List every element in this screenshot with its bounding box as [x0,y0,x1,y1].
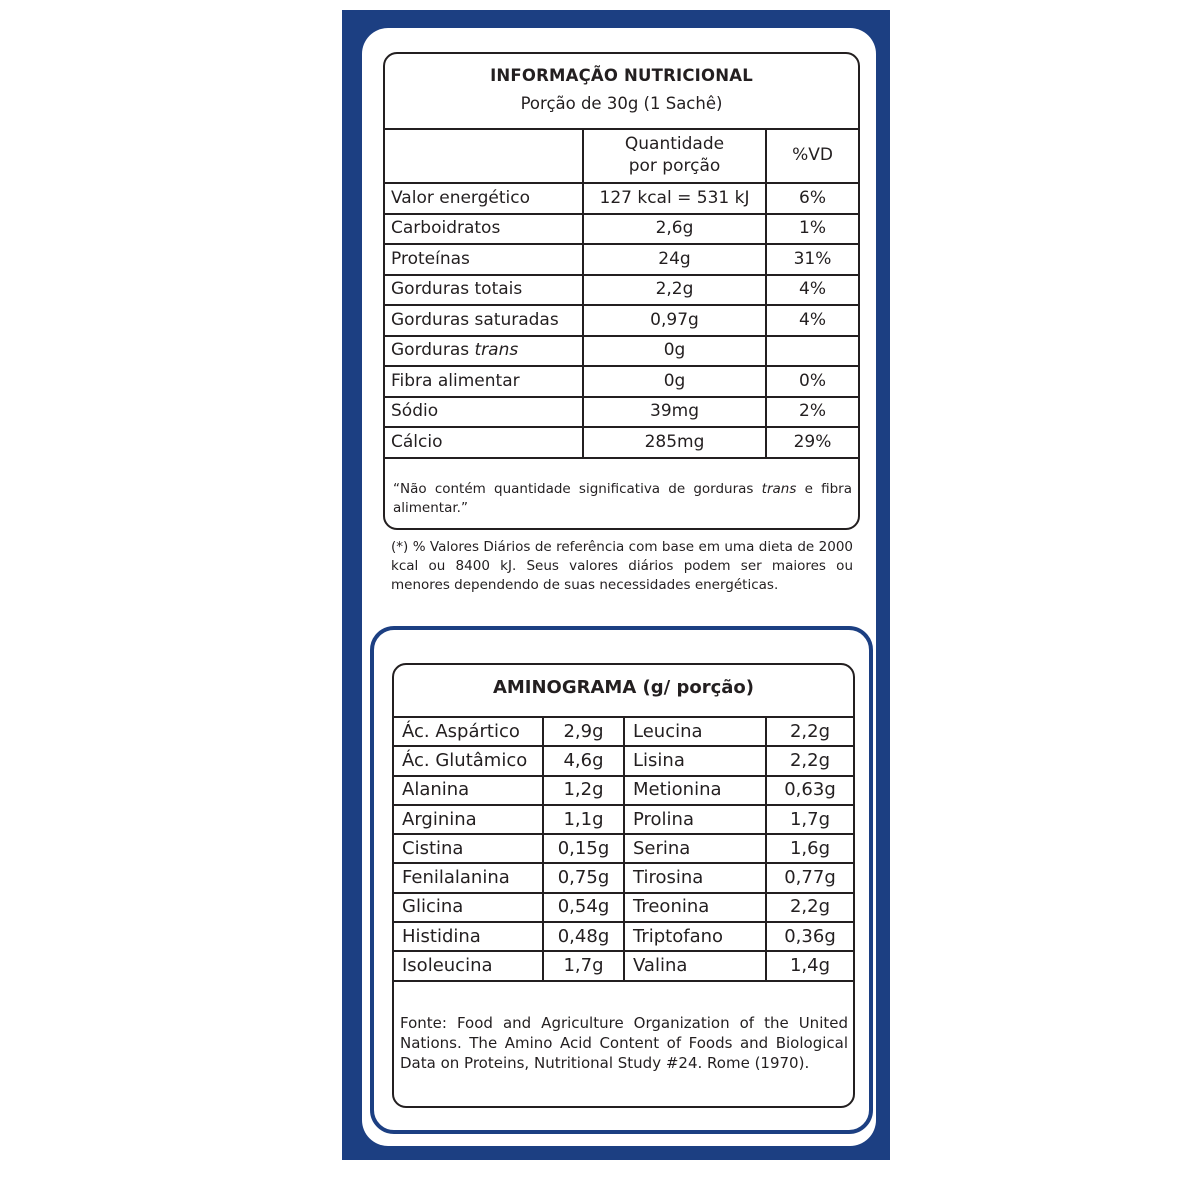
amino-value: 0,54g [543,893,624,922]
amino-name: Alanina [394,776,543,805]
daily-values-footnote: (*) % Valores Diários de referência com base em uma dieta de 2000 kcal ou 8400 kJ. Seus valores diários podem ser maiores ou menores dependendo de suas necessidades energéticas. [391,539,853,593]
amino-value: 2,2g [766,893,853,922]
nutrient-daily-value: 2% [766,397,858,428]
amino-value: 0,75g [543,863,624,892]
nutrient-daily-value: 4% [766,275,858,306]
amino-value: 1,4g [766,951,853,980]
nutrient-daily-value: 1% [766,214,858,245]
amino-row [394,893,853,922]
nutrient-quantity: 24g [583,244,766,275]
nutrient-name-emphasis: trans [474,340,519,361]
quantity-header-line1: Quantidade [624,133,725,154]
amino-name: Ác. Glutâmico [394,746,543,775]
aminogram-title: AMINOGRAMA (g/ porção) [492,677,755,698]
nutrient-name: Proteínas [385,244,583,275]
nutrient-quantity: 2,6g [583,214,766,245]
nutrient-row [385,366,858,397]
note-text-start: “Não contém quantidade significativa de gorduras [393,481,762,497]
amino-name: Ác. Aspártico [394,717,543,746]
aminogram-grid [394,716,853,982]
quantity-column-header [583,128,766,183]
amino-name: Triptofano [624,922,766,951]
amino-value: 0,77g [766,863,853,892]
amino-value: 0,36g [766,922,853,951]
amino-name: Fenilalanina [394,863,543,892]
nutrient-name: Sódio [385,397,583,428]
amino-name: Treonina [624,893,766,922]
amino-name: Metionina [624,776,766,805]
nutrition-column-headers [385,128,858,183]
nutrient-name: Carboidratos [385,214,583,245]
nutrient-name: Gorduras saturadas [385,305,583,336]
amino-row [394,951,853,980]
amino-name: Valina [624,951,766,980]
nutrient-daily-value: 0% [766,366,858,397]
portion-size: Porção de 30g (1 Sachê) [520,94,723,113]
nutrient-row [385,244,858,275]
amino-value: 1,6g [766,834,853,863]
amino-value: 1,1g [543,805,624,834]
nutrient-quantity: 0g [583,336,766,367]
amino-value: 1,7g [766,805,853,834]
amino-row [394,922,853,951]
amino-value: 2,2g [766,746,853,775]
amino-name: Arginina [394,805,543,834]
amino-row [394,717,853,746]
amino-row [394,805,853,834]
nutrient-daily-value [766,336,858,367]
nutrient-column-header [385,128,583,183]
nutrition-grid [385,128,858,459]
nutrient-name: Fibra alimentar [385,366,583,397]
amino-row [394,746,853,775]
quantity-header-line2: por porção [628,156,721,176]
amino-name: Cistina [394,834,543,863]
nutrient-daily-value: 4% [766,305,858,336]
nutrient-row [385,397,858,428]
amino-name: Tirosina [624,863,766,892]
nutrition-title: INFORMAÇÃO NUTRICIONAL [490,66,753,85]
amino-value: 0,63g [766,776,853,805]
nutrient-quantity: 0g [583,366,766,397]
amino-row [394,834,853,863]
amino-name: Serina [624,834,766,863]
note-text-emphasis: trans [761,481,797,497]
note-text-end: e fibra alimentar.” [393,481,852,516]
nutrient-quantity: 127 kcal = 531 kJ [583,183,766,214]
nutrient-daily-value: 29% [766,427,858,458]
nutrient-daily-value: 6% [766,183,858,214]
amino-name: Histidina [394,922,543,951]
daily-value-column-header: %VD [766,128,858,183]
amino-value: 2,2g [766,717,853,746]
nutrition-header [385,54,858,130]
amino-name: Lisina [624,746,766,775]
amino-value: 1,2g [543,776,624,805]
amino-value: 1,7g [543,951,624,980]
nutrient-name: Gorduras totais [385,275,583,306]
nutrient-quantity: 39mg [583,397,766,428]
amino-value: 4,6g [543,746,624,775]
amino-name: Leucina [624,717,766,746]
nutrient-row [385,427,858,458]
trans-fat-note [393,480,852,518]
nutrient-daily-value: 31% [766,244,858,275]
aminogram-table [392,663,855,1108]
nutrient-row [385,183,858,214]
nutrient-row [385,336,858,367]
amino-value: 0,15g [543,834,624,863]
nutrient-name: Valor energético [385,183,583,214]
amino-name: Prolina [624,805,766,834]
amino-row [394,776,853,805]
nutrient-row [385,275,858,306]
amino-name: Glicina [394,893,543,922]
amino-name: Isoleucina [394,951,543,980]
nutrient-name: Cálcio [385,427,583,458]
amino-value: 0,48g [543,922,624,951]
nutrient-name [385,336,583,367]
nutrient-row [385,305,858,336]
nutrition-facts-table [383,52,860,530]
amino-value: 2,9g [543,717,624,746]
nutrient-quantity: 285mg [583,427,766,458]
aminogram-source: Fonte: Food and Agriculture Organization of the United Nations. The Amino Acid Content of Foods and Biological Data on Proteins, Nutritional Study #24. Rome (1970). [400,1014,848,1072]
amino-row [394,863,853,892]
nutrient-quantity: 2,2g [583,275,766,306]
nutrient-name-prefix: Gorduras [391,340,475,361]
nutrient-row [385,214,858,245]
nutrient-quantity: 0,97g [583,305,766,336]
